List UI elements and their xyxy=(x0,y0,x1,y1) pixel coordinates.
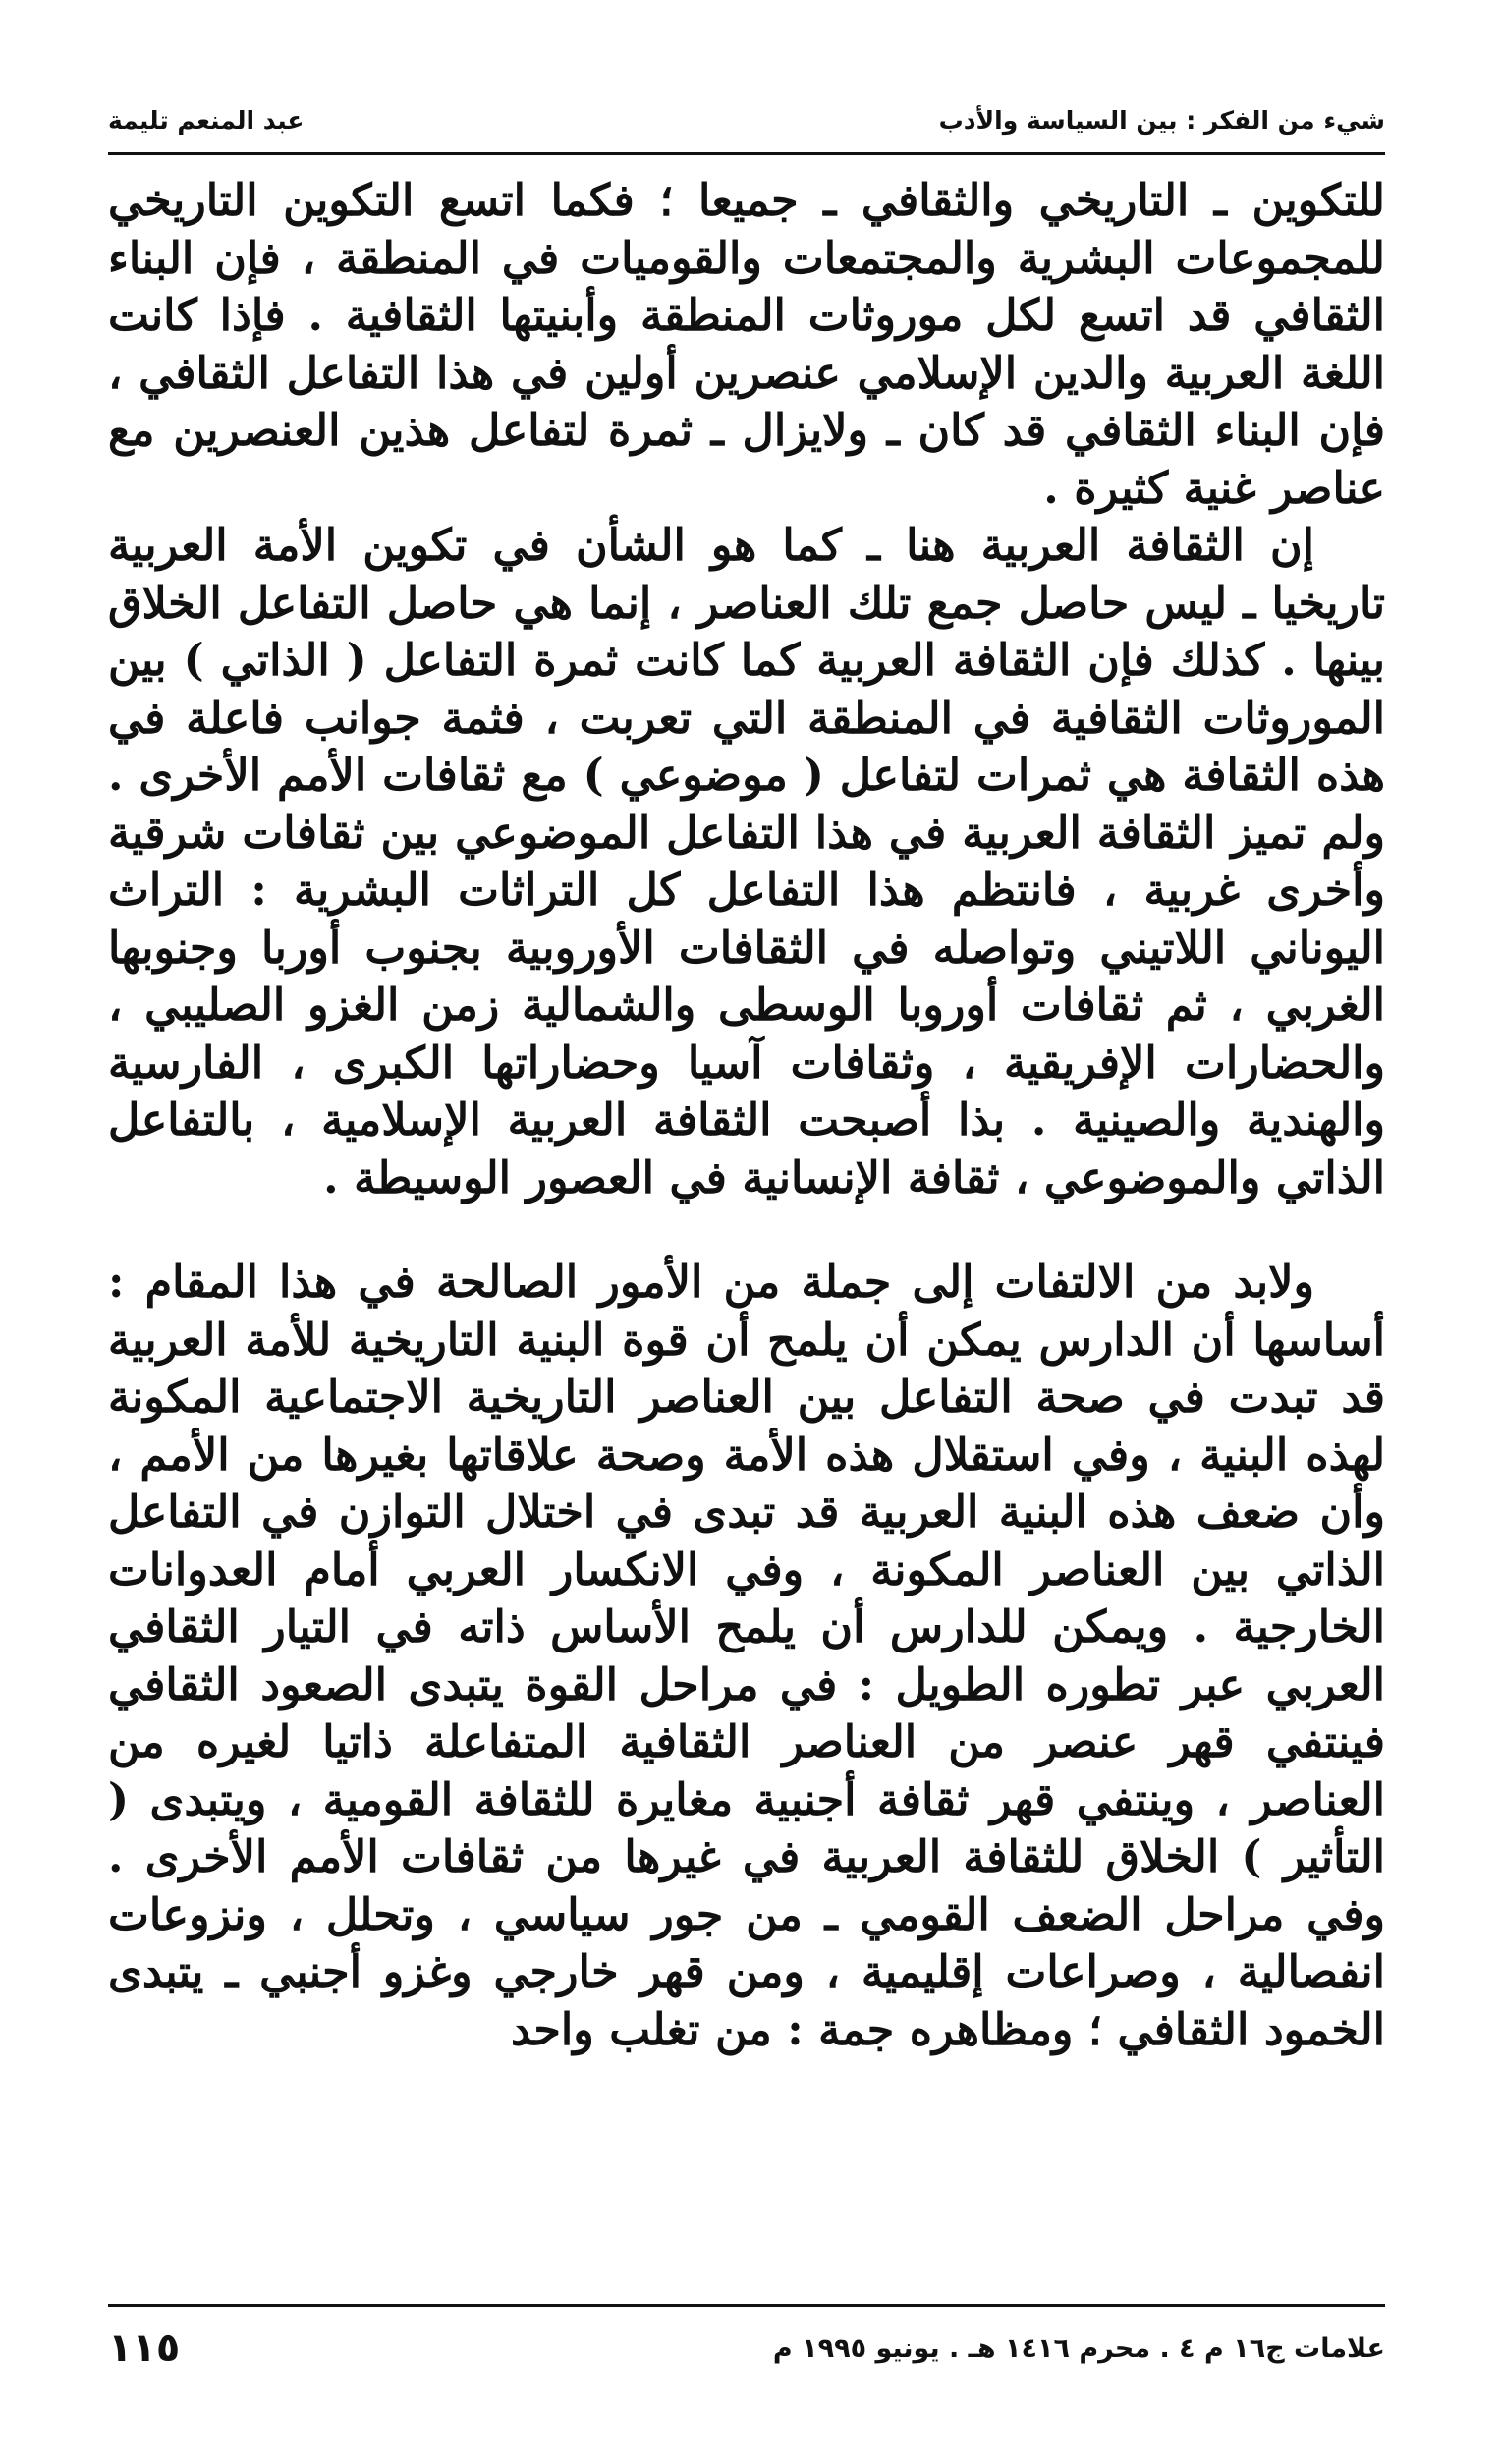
header-rule xyxy=(108,152,1385,155)
author-name: عبد المنعم تليمة xyxy=(108,105,305,135)
paragraph-3: ولابد من الالتفات إلى جملة من الأمور الصالحة في هذا المقام : أساسها أن الدارس يمكن أن يلمح أن قوة البنية التاريخية للأمة العربية قد تبدت في صحة التفاعل بين العناصر التاريخية الاجتماعية المكونة لهذه البنية ، وفي استقلال هذه الأمة وصحة علاقاتها بغيرها من الأمم ، وأن ضعف هذه البنية العربية قد تبدى في اختلال التوازن في التفاعل الذاتي بين العناصر المكونة ، وفي الانكسار العربي أمام العدوانات الخارجية . ويمكن للدارس أن يلمح الأساس ذاته في التيار الثقافي العربي عبر تطوره الطويل : في مراحل القوة يتبدى الصعود الثقافي فينتفي قهر عنصر من العناصر الثقافية المتفاعلة ذاتيا لغيره من العناصر ، وينتفي قهر ثقافة أجنبية مغايرة للثقافة القومية ، ويتبدى ( التأثير ) الخلاق للثقافة العربية في غيرها من ثقافات الأمم الأخرى . وفي مراحل الضعف القومي ـ من جور سياسي ، وتحلل ، ونزوعات انفصالية ، وصراعات إقليمية ، ومن قهر خارجي وغزو أجنبي ـ يتبدى الخمود الثقافي ؛ ومظاهره جمة : من تغلب واحد xyxy=(108,1257,1385,2055)
paragraph-1: للتكوين ـ التاريخي والثقافي ـ جميعا ؛ فكما اتسع التكوين التاريخي للمجموعات البشرية والمجتمعات والقوميات في المنطقة ، فإن البناء الثقافي قد اتسع لكل موروثات المنطقة وأبنيتها الثقافية . فإذا كانت اللغة العربية والدين الإسلامي عنصرين أولين في هذا التفاعل الثقافي ، فإن البناء الثقافي قد كان ـ ولايزال ـ ثمرة لتفاعل هذين العنصرين مع عناصر غنية كثيرة . xyxy=(108,175,1385,514)
footer-rule xyxy=(108,2304,1385,2307)
running-header xyxy=(108,96,1385,143)
paragraph-2: إن الثقافة العربية هنا ـ كما هو الشأن في تكوين الأمة العربية تاريخيا ـ ليس حاصل جمع تلك العناصر ، إنما هي حاصل التفاعل الخلاق بينها . كذلك فإن الثقافة العربية كما كانت ثمرة التفاعل ( الذاتي ) بين الموروثات الثقافية في المنطقة التي تعربت ، فثمة جوانب فاعلة في هذه الثقافة هي ثمرات لتفاعل ( موضوعي ) مع ثقافات الأمم الأخرى . ولم تميز الثقافة العربية في هذا التفاعل الموضوعي بين ثقافات شرقية وأخرى غربية ، فانتظم هذا التفاعل كل التراثات البشرية : التراث اليوناني اللاتيني وتواصله في الثقافات الأوروبية بجنوب أوربا وجنوبها الغربي ، ثم ثقافات أوروبا الوسطى والشمالية زمن الغزو الصليبي ، والحضارات الإفريقية ، وثقافات آسيا وحضاراتها الكبرى ، الفارسية والهندية والصينية . بذا أصبحت الثقافة العربية الإسلامية ، بالتفاعل الذاتي والموضوعي ، ثقافة الإنسانية في العصور الوسيطة . xyxy=(108,520,1385,1204)
page-number: ١١٥ xyxy=(108,2325,181,2371)
body-text xyxy=(108,172,1385,2058)
book-title: شيء من الفكر : بين السياسة والأدب xyxy=(938,105,1385,135)
journal-info: علامات ج١٦ م ٤ . محرم ١٤١٦ هـ . يونيو ١٩٩٥ م xyxy=(772,2332,1385,2364)
page-footer xyxy=(108,2319,1385,2378)
